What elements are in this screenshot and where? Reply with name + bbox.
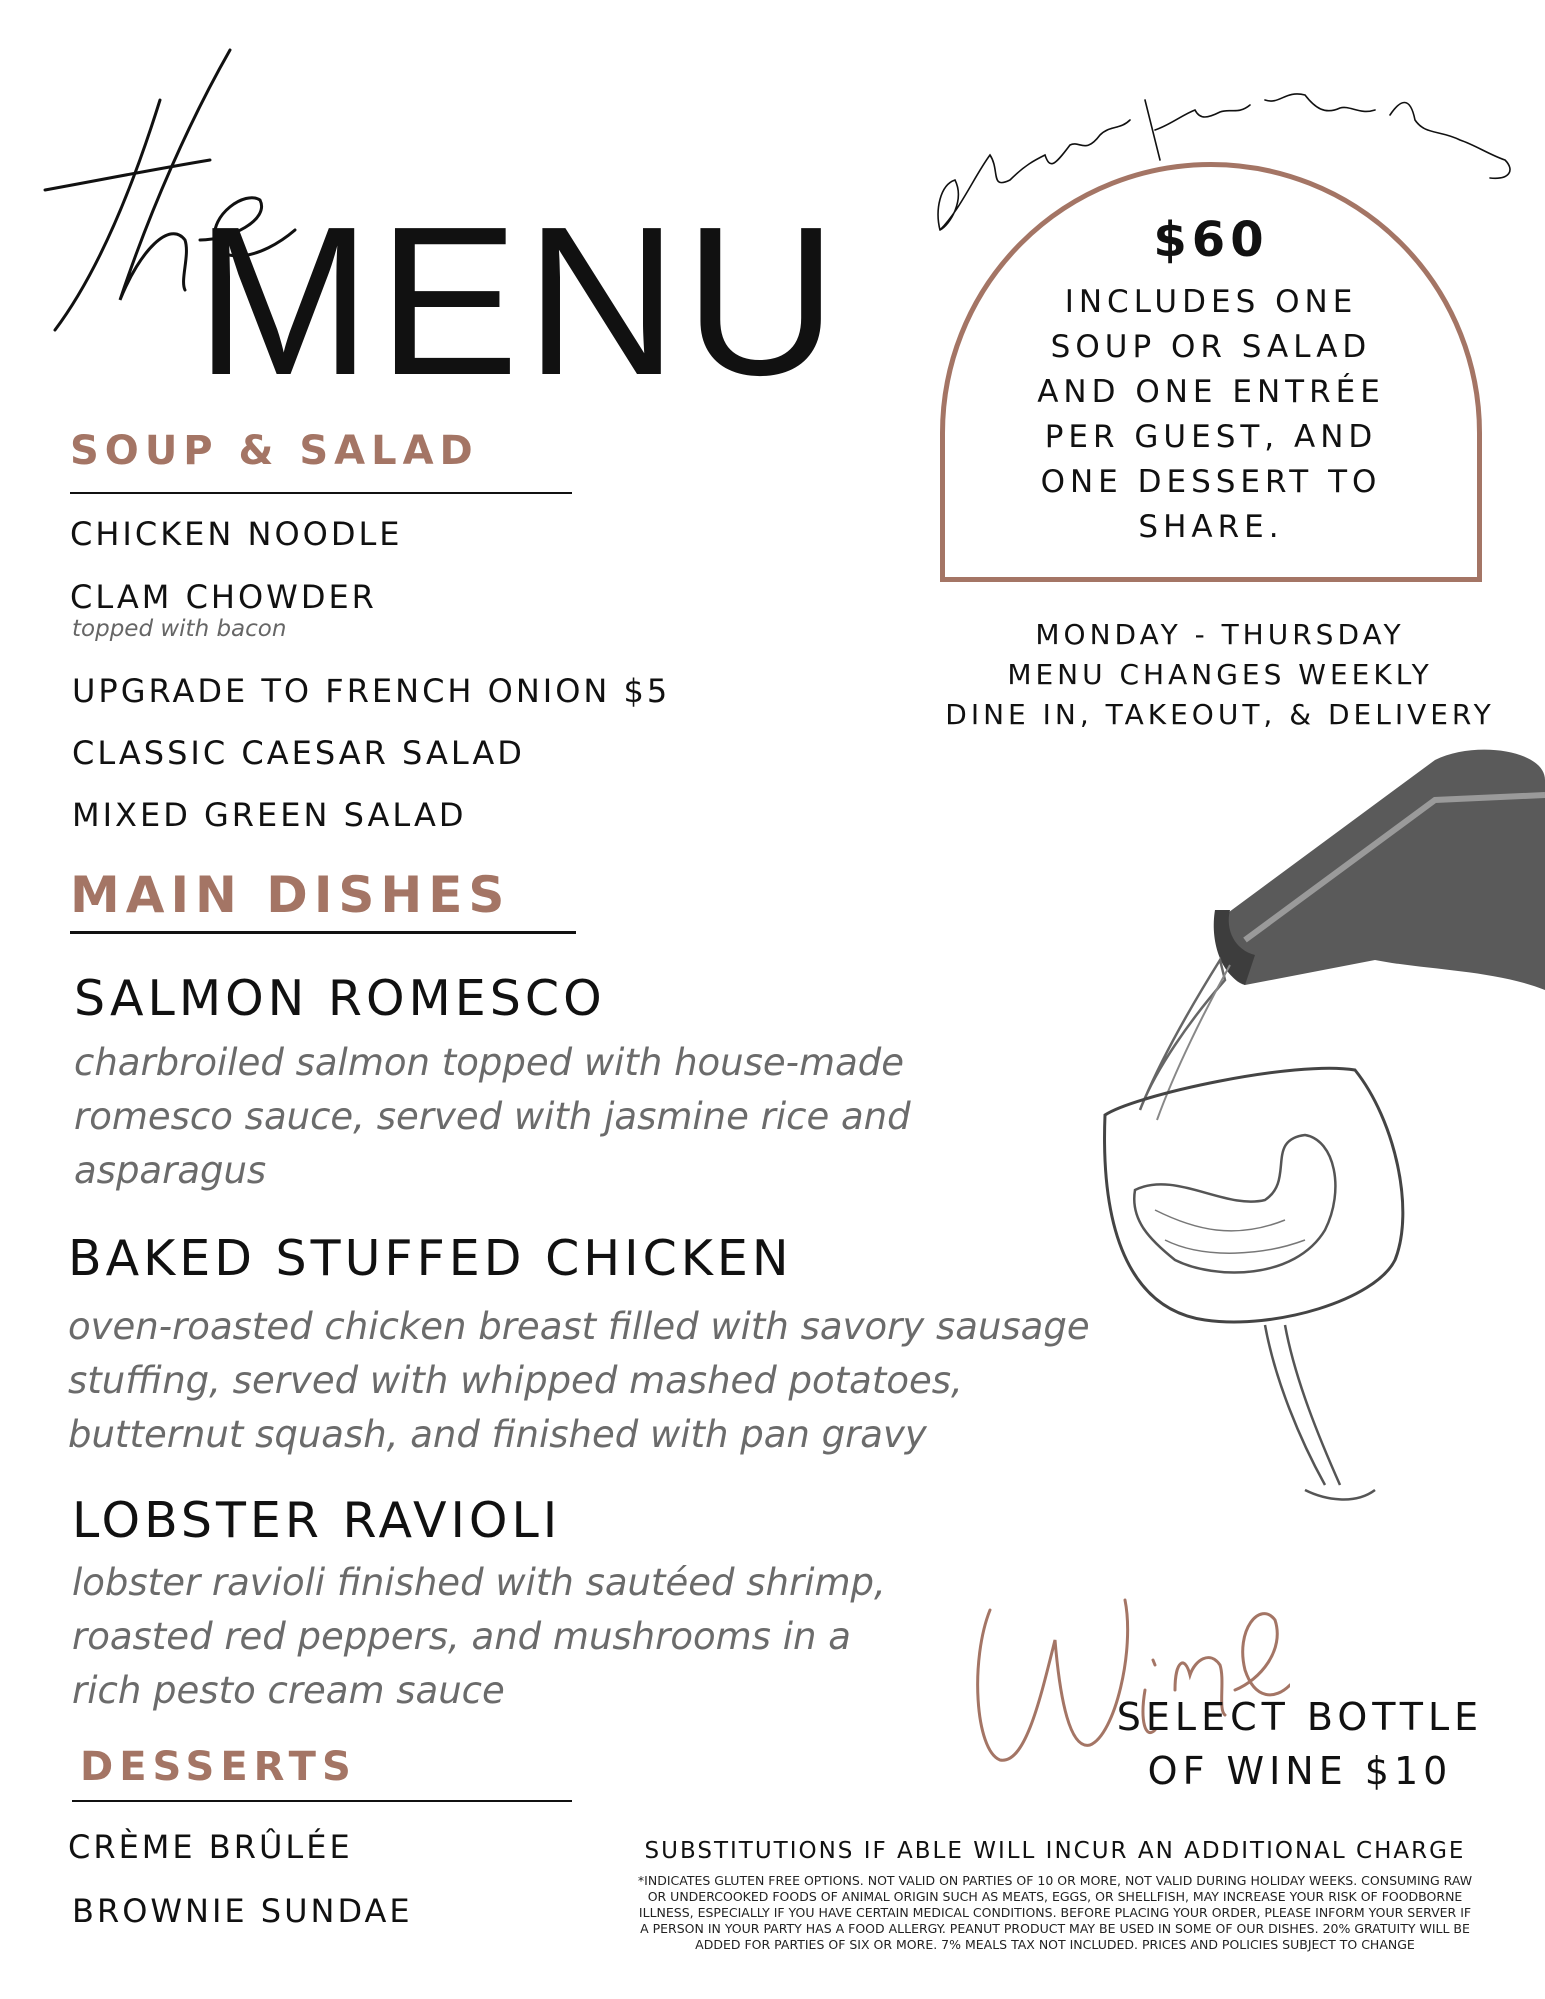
soup-item: UPGRADE TO FRENCH ONION $5: [72, 672, 671, 710]
info-days: MONDAY - THURSDAY: [1035, 618, 1405, 651]
dessert-item: BROWNIE SUNDAE: [72, 1892, 413, 1930]
deal-line: INCLUDES ONE: [1064, 284, 1358, 320]
description-line: romesco sauce, served with jasmine rice and: [74, 1095, 911, 1138]
dish-name: SALMON ROMESCO: [74, 970, 606, 1027]
clam-chowder-note: topped with bacon: [72, 616, 287, 642]
salad-item: MIXED GREEN SALAD: [72, 796, 467, 834]
soup-salad-heading: SOUP & SALAD: [70, 428, 479, 474]
availability-info: [900, 615, 1540, 735]
description-line: lobster ravioli finished with sautéed shrimp,: [72, 1561, 886, 1604]
menu-title: MENU: [195, 182, 844, 419]
fine-print: [590, 1873, 1520, 1953]
description-line: asparagus: [74, 1149, 267, 1192]
section-divider: [70, 931, 576, 934]
wine-offer: [1080, 1690, 1520, 1798]
description-line: roasted red peppers, and mushrooms in a: [72, 1615, 851, 1658]
info-service: DINE IN, TAKEOUT, & DELIVERY: [945, 698, 1495, 731]
soup-item: CLAM CHOWDER: [70, 578, 377, 616]
wine-bottle-glass-illustration: [1095, 740, 1545, 1540]
info-weekly: MENU CHANGES WEEKLY: [1007, 658, 1433, 691]
main-dishes-heading: MAIN DISHES: [70, 866, 511, 924]
deal-price: $60: [1153, 212, 1269, 268]
dish-description: [74, 1036, 911, 1198]
fine-print-line: ADDED FOR PARTIES OF SIX OR MORE. 7% MEALS TAX NOT INCLUDED. PRICES AND POLICIES SUBJECT TO CHANGE: [695, 1937, 1415, 1952]
wine-offer-line: OF WINE $10: [1147, 1749, 1453, 1793]
description-line: stuffing, served with whipped mashed potatoes,: [68, 1359, 963, 1402]
dessert-item: CRÈME BRÛLÉE: [68, 1828, 353, 1866]
dish-name: LOBSTER RAVIOLI: [72, 1492, 562, 1549]
deal-line: SHARE.: [1138, 509, 1284, 545]
deal-line: SOUP OR SALAD: [1050, 329, 1372, 365]
deal-line: ONE DESSERT TO: [1040, 464, 1382, 500]
wine-offer-line: SELECT BOTTLE: [1116, 1695, 1484, 1739]
deal-line: PER GUEST, AND: [1044, 419, 1378, 455]
fine-print-line: *INDICATES GLUTEN FREE OPTIONS. NOT VALID ON PARTIES OF 10 OR MORE, NOT VALID DURING HOLIDAY WEEKS. CONSUMING RAW: [637, 1873, 1473, 1888]
fine-print-line: OR UNDERCOOKED FOODS OF ANIMAL ORIGIN SUCH AS MEATS, EGGS, OR SHELLFISH, MAY INCREASE YOUR RISK OF FOODBORNE: [647, 1889, 1463, 1904]
deal-description: [1000, 280, 1422, 550]
section-divider: [72, 1800, 572, 1802]
fine-print-line: ILLNESS, ESPECIALLY IF YOU HAVE CERTAIN MEDICAL CONDITIONS. BEFORE PLACING YOUR ORDER, PLEASE INFORM YOUR SERVER IF: [638, 1905, 1472, 1920]
description-line: rich pesto cream sauce: [72, 1669, 505, 1712]
salad-item: CLASSIC CAESAR SALAD: [72, 734, 525, 772]
deal-line: AND ONE ENTRÉE: [1037, 374, 1385, 410]
description-line: charbroiled salmon topped with house-made: [74, 1041, 904, 1084]
description-line: oven-roasted chicken breast filled with savory sausage: [68, 1305, 1090, 1348]
section-divider: [70, 492, 572, 494]
fine-print-line: A PERSON IN YOUR PARTY HAS A FOOD ALLERGY. PEANUT PRODUCT MAY BE USED IN SOME OF OUR DISHES. 20% GRATUITY WILL BE: [640, 1921, 1470, 1936]
dish-description: [68, 1300, 1090, 1462]
dish-name: BAKED STUFFED CHICKEN: [68, 1230, 793, 1287]
substitutions-notice: SUBSTITUTIONS IF ABLE WILL INCUR AN ADDITIONAL CHARGE: [644, 1838, 1466, 1864]
description-line: butternut squash, and finished with pan gravy: [68, 1413, 927, 1456]
soup-item: CHICKEN NOODLE: [70, 515, 403, 553]
desserts-heading: DESSERTS: [80, 1744, 357, 1790]
dish-description: [72, 1556, 886, 1718]
